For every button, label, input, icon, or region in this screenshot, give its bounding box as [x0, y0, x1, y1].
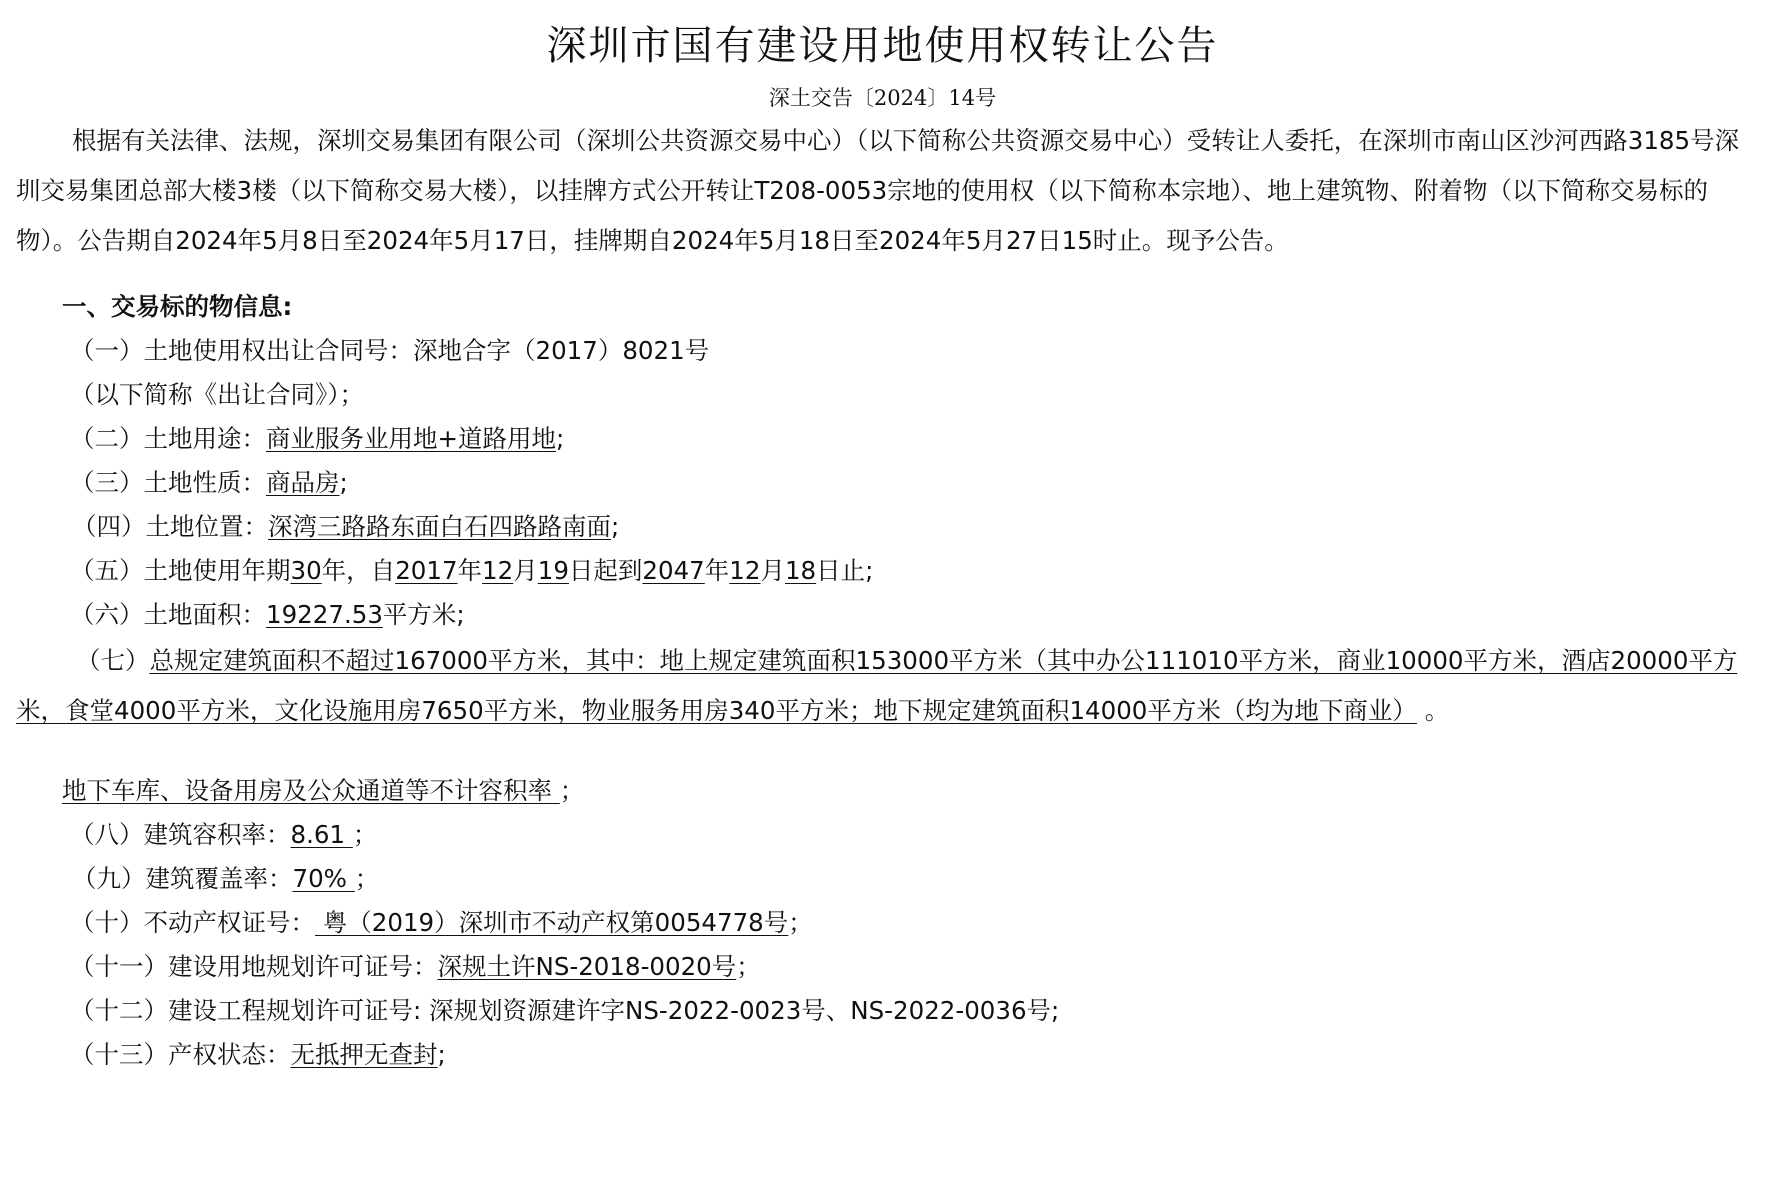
start-month: 12	[482, 556, 514, 585]
item-land-location	[72, 502, 619, 552]
item-suffix: 平方米;	[382, 600, 465, 629]
end-month: 12	[729, 556, 761, 585]
item-value: 70%	[292, 864, 355, 893]
item-label: （七）	[76, 646, 150, 675]
item-building-area	[16, 636, 1751, 736]
item-label: （八）建筑容积率：	[70, 820, 291, 849]
item-suffix: ;	[437, 1040, 446, 1069]
item-text: 年，自	[321, 556, 396, 585]
term-years: 30	[290, 556, 322, 585]
item-label: （六）土地面积：	[70, 600, 266, 629]
item-text: 月	[760, 556, 785, 585]
item-contract-abbrev	[70, 370, 364, 420]
item-value: 商业服务业用地+道路用地	[266, 424, 557, 453]
item-suffix: ；	[559, 776, 585, 805]
end-year: 2047	[642, 556, 705, 585]
item-plot-ratio	[70, 810, 377, 860]
item-label: （十三）产权状态：	[70, 1040, 291, 1069]
start-day: 19	[537, 556, 569, 585]
item-land-nature	[70, 458, 348, 508]
item-value: 粤（2019）深圳市不动产权第0054778号	[315, 908, 789, 937]
item-text: 日起到	[568, 556, 643, 585]
item-suffix: ;	[339, 468, 348, 497]
start-year: 2017	[395, 556, 458, 585]
item-text: 日止;	[816, 556, 874, 585]
end-day: 18	[784, 556, 817, 585]
item-value: 商品房	[266, 468, 340, 497]
item-suffix: ;	[556, 424, 565, 453]
item-land-planning-permit	[70, 942, 761, 992]
item-text: 年	[457, 556, 483, 585]
item-value: 深湾三路路东面白石四路路南面	[268, 512, 611, 541]
item-property-cert	[70, 898, 813, 948]
item-property-status	[70, 1030, 446, 1080]
item-text: 年	[704, 556, 730, 585]
item-land-use	[70, 414, 564, 464]
section-heading: 一、交易标的物信息:	[62, 292, 293, 321]
item-value: 无抵押无查封	[290, 1040, 438, 1069]
item-label: （四）土地位置：	[72, 512, 268, 541]
item-suffix: 。	[1416, 696, 1450, 725]
item-label: （九）建筑覆盖率：	[72, 864, 293, 893]
item-text: 月	[513, 556, 538, 585]
item-value: 地下车库、设备用房及公众通道等不计容积率	[62, 776, 560, 805]
item-contract-number	[70, 326, 709, 376]
item-suffix: ；	[352, 820, 378, 849]
item-label: （二）土地用途：	[70, 424, 266, 453]
document-number: 深土交告〔2024〕14号	[768, 86, 997, 110]
item-land-area	[70, 590, 465, 640]
item-suffix: ；	[736, 952, 761, 981]
item-label: （五）土地使用年期	[70, 556, 291, 585]
item-suffix: ；	[788, 908, 813, 937]
item-suffix: ;	[611, 512, 620, 541]
intro-paragraph: 根据有关法律、法规，深圳交易集团有限公司（深圳公共资源交易中心）（以下简称公共资源交易中心）受转让人委托，在深圳市南山区沙河西路3185号深圳交易集团总部大楼3楼（以下简称交易大楼），以挂牌方式公开转让T208-0053宗地的使用权（以下简称本宗地）、地上建筑物、附着物（以下简称交易标的物）。公告期自2024年5月8日至2024年5月17日，挂牌期自2024年5月18日至2024年5月27日15时止。现予公告。	[16, 126, 1740, 255]
item-label: （十二）建设工程规划许可证号: 深规划资源建许字NS-2022-0023号、NS-2022-0036号;	[70, 996, 1060, 1025]
item-value: 19227.53	[266, 600, 383, 629]
page-title: 深圳市国有建设用地使用权转让公告	[546, 23, 1219, 69]
item-coverage	[72, 854, 379, 904]
item-label: （一）土地使用权出让合同号：深地合字（2017）8021号	[70, 336, 710, 365]
item-land-term	[70, 546, 873, 596]
item-value: 深规土许NS-2018-0020号	[437, 952, 737, 981]
item-label: （三）土地性质：	[70, 468, 266, 497]
item-label: （以下简称《出让合同》）；	[70, 380, 364, 409]
item-label: （十）不动产权证号：	[70, 908, 315, 937]
item-value: 总规定建筑面积不超过167000平方米，其中：地上规定建筑面积153000平方米（其中办公111010平方米，商业10000平方米，酒店20000平方米，食堂4000平方米，文化设施用房7650平方米，物业服务用房340平方米；地下规定建筑面积14000平方米（均为地下商业）	[16, 646, 1738, 725]
item-suffix: ；	[354, 864, 380, 893]
item-value: 8.61	[290, 820, 353, 849]
item-far-exclusion	[62, 766, 584, 816]
item-label: （十一）建设用地规划许可证号：	[70, 952, 438, 981]
item-construction-permit	[70, 986, 1059, 1036]
